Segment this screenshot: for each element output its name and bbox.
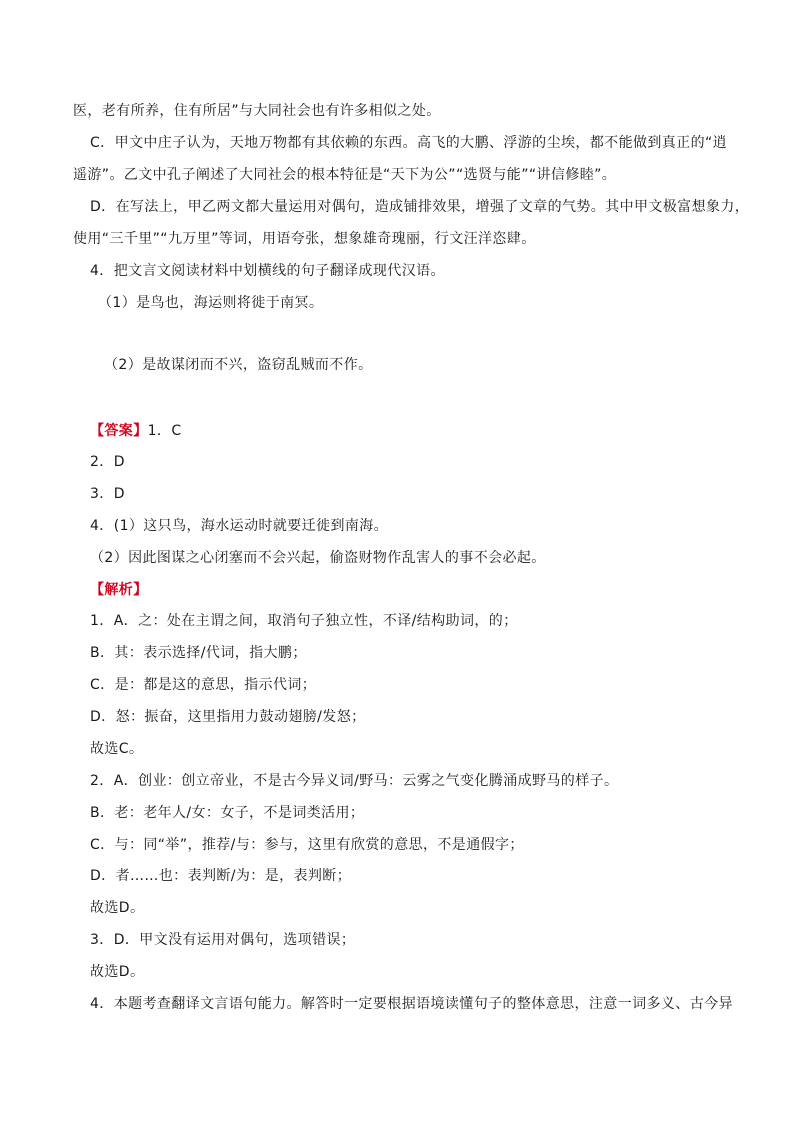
- analysis-line: B．老：老年人/女：女子，不是词类活用；: [90, 805, 365, 821]
- analysis-line: B．其：表示选择/代词，指大鹏；: [90, 645, 307, 661]
- option-d: D．在写法上，甲乙两文都大量运用对偶句，造成铺排效果，增强了文章的气势。其中甲文极富想象力，: [90, 199, 750, 215]
- analysis-line: 1．A．之：处在主谓之间，取消句子独立性，不译/结构助词，的；: [90, 613, 518, 629]
- analysis-line: C．与：同“举”，推荐/与：参与，这里有欣赏的意思，不是通假字；: [90, 837, 524, 853]
- text-line: 医，老有所养，住有所居”与大同社会也有许多相似之处。: [73, 103, 441, 119]
- option-c: C．甲文中庄子认为，天地万物都有其依赖的东西。高飞的大鹏、浮游的尘埃，都不能做到真正的“逍: [90, 135, 728, 151]
- analysis-line: 2．A．创业：创立帝业，不是古今异义词/野马：云雾之气变化腾涌成野马的样子。: [90, 773, 619, 789]
- answer-line: [90, 421, 182, 441]
- text-line: 使用“三千里”“九万里”等词，用语夸张，想象雄奇瑰丽，行文汪洋恣肆。: [73, 231, 536, 247]
- analysis-line: 3．D．甲文没有运用对偶句，选项错误；: [90, 932, 356, 948]
- question-4: 4．把文言文阅读材料中划横线的句子翻译成现代汉语。: [90, 263, 445, 279]
- answer-4-2: （2）因此图谋之心闭塞而不会兴起，偷盗财物作乱害人的事不会必起。: [90, 550, 546, 566]
- answer-1: 1．C: [147, 423, 182, 439]
- analysis-line: 故选D。: [90, 964, 145, 980]
- answer-heading: 【答案】: [90, 423, 148, 439]
- analysis-line: 故选C。: [90, 741, 144, 757]
- analysis-line: D．怒：振奋，这里指用力鼓动翅膀/发怒；: [90, 709, 366, 725]
- answer-2: 2．D: [90, 454, 125, 470]
- question-4-item-1: （1）是鸟也，海运则将徙于南冥。: [98, 295, 324, 311]
- analysis-line: C．是：都是这的意思，指示代词；: [90, 677, 317, 693]
- answer-4-1: 4．(1）这只鸟，海水运动时就要迁徙到南海。: [90, 518, 389, 534]
- question-4-item-2: （2）是故谋闭而不兴，盗窃乱贼而不作。: [104, 357, 373, 373]
- answer-3: 3．D: [90, 486, 125, 502]
- analysis-line: D．者……也：表判断/为：是，表判断；: [90, 868, 352, 884]
- analysis-heading: 【解析】: [90, 582, 148, 598]
- analysis-line: 故选D。: [90, 900, 145, 916]
- text-line: 遥游”。乙文中孔子阐述了大同社会的根本特征是“天下为公”“选贤与能”“讲信修睦”。: [73, 167, 617, 183]
- analysis-line: 4．本题考查翻译文言语句能力。解答时一定要根据语境读懂句子的整体意思，注意一词多义、古今异: [90, 996, 733, 1012]
